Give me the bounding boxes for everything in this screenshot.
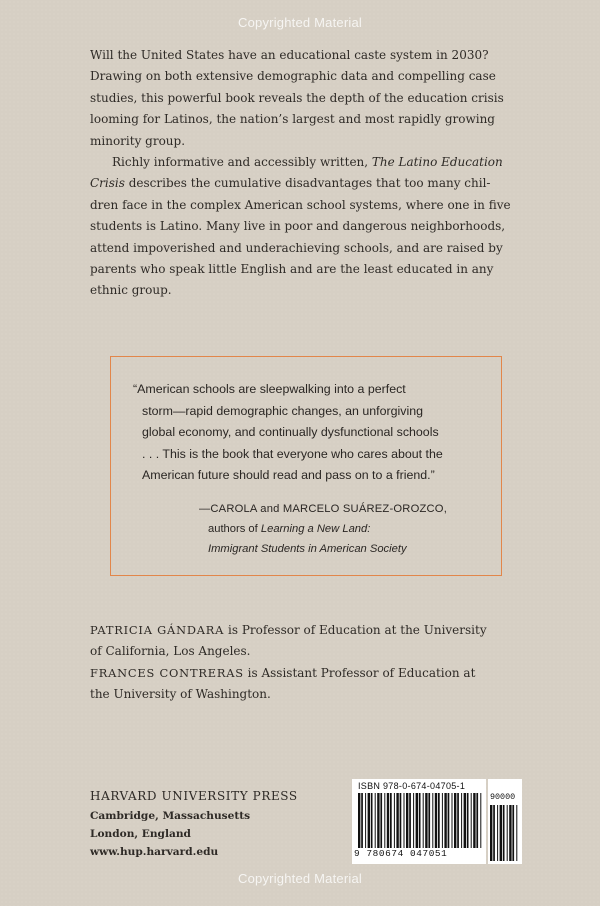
author-bio-text: of California, Los Angeles. (90, 644, 251, 659)
attribution-name: —CAROLA and MARCELO SUÁREZ-OROZCO, (199, 503, 448, 515)
quote-line: “American schools are sleepwalking into a perfect (133, 382, 406, 396)
barcode-bar (476, 793, 478, 848)
barcode-bar (444, 793, 446, 848)
book-title-italic: Crisis (90, 176, 125, 191)
desc-line: ethnic group. (90, 283, 172, 298)
desc-line: minority group. (90, 133, 186, 148)
barcode-bar (365, 793, 366, 848)
barcode-bar (448, 793, 450, 848)
attribution-line (199, 519, 499, 539)
barcode-bar (512, 805, 514, 861)
desc-line: looming for Latinos, the nation’s largest and most rapidly growing (90, 112, 495, 127)
barcode-bar (371, 793, 373, 848)
desc-line: Drawing on both extensive demographic data and compelling case (90, 69, 496, 84)
book-title-italic: The Latino Education (371, 155, 503, 170)
author-bio-2 (90, 663, 530, 706)
attribution-line (199, 539, 499, 559)
barcode-bar (384, 793, 385, 848)
barcode-bar (467, 793, 469, 848)
barcode-bar (419, 793, 421, 848)
barcode-bar (361, 793, 363, 848)
author-bios (90, 620, 530, 706)
author-name: PATRICIA GÁNDARA (90, 623, 225, 637)
desc-line: Richly informative and accessibly written, (112, 155, 372, 170)
barcode-bar (461, 793, 462, 848)
barcode-bar (404, 793, 405, 848)
barcode-bar (457, 793, 459, 848)
desc-line: dren face in the complex American school systems, where one in five (90, 197, 511, 212)
endorsement-box (110, 356, 502, 576)
barcode-bar (377, 793, 379, 848)
barcode-bar (497, 805, 498, 861)
price-addon-barcode (488, 779, 522, 864)
quote-line: American future should read and pass on to a friend.” (142, 468, 435, 482)
quote-line: global economy, and continually dysfunctional schools (142, 425, 439, 439)
book-description (90, 45, 530, 302)
barcode-bar (480, 793, 481, 848)
publisher-info (90, 785, 350, 861)
barcode-bars (358, 793, 482, 848)
barcode-bar (473, 793, 475, 848)
barcode-bar (368, 793, 370, 848)
barcode-bar (409, 793, 411, 848)
author-bio-text: is Assistant Professor of Education at (243, 665, 476, 680)
barcode-bar (503, 805, 505, 861)
barcode-bar (387, 793, 389, 848)
watermark-top: Copyrighted Material (238, 15, 362, 30)
barcode-bar (464, 793, 466, 848)
barcode-bar (438, 793, 440, 848)
desc-line: describes the cumulative disadvantages that too many chil- (124, 176, 491, 191)
endorsement-attribution (199, 499, 499, 559)
desc-line: studies, this powerful book reveals the depth of the education crisis (90, 90, 504, 105)
description-paragraph-2 (90, 152, 530, 302)
isbn-barcode (352, 779, 486, 864)
endorsement-quote (133, 379, 493, 487)
barcode-bar (413, 793, 414, 848)
barcode-bar (500, 805, 502, 861)
barcode-bar (490, 805, 492, 861)
barcode-bar (516, 805, 517, 861)
barcode-digits: 9 780674 047051 (354, 848, 448, 859)
desc-line: parents who speak little English and are the least educated in any (90, 262, 494, 277)
quote-line: storm—rapid demographic changes, an unforgiving (142, 403, 424, 418)
barcode-bar (435, 793, 437, 848)
barcode-bar (390, 793, 392, 848)
barcode-bar (509, 805, 511, 861)
addon-digits: 90000 (490, 792, 516, 802)
publisher-city: London, England (90, 828, 191, 840)
attribution-book-title: Learning a New Land: (260, 523, 371, 535)
barcode-bar (396, 793, 398, 848)
barcode-bar (394, 793, 395, 848)
attribution-prefix: authors of (208, 523, 261, 535)
barcode-bar (375, 793, 376, 848)
description-paragraph-1 (90, 45, 530, 152)
barcode-bar (428, 793, 430, 848)
barcode-bar (425, 793, 427, 848)
barcode-bar (358, 793, 360, 848)
addon-bars (490, 805, 520, 861)
author-name: FRANCES CONTRERAS (90, 665, 244, 680)
barcode-bar (493, 805, 495, 861)
desc-line: students is Latino. Many live in poor and dangerous neighborhoods, (90, 219, 506, 234)
author-bio-text: the University of Washington. (90, 687, 271, 702)
barcode-bar (380, 793, 382, 848)
publisher-city: Cambridge, Massachusetts (90, 810, 251, 822)
barcode-bar (507, 805, 508, 861)
publisher-website: www.hup.harvard.edu (90, 846, 219, 858)
barcode-bar (416, 793, 418, 848)
barcode-bar (454, 793, 456, 848)
barcode-bar (452, 793, 453, 848)
barcode-bar (471, 793, 472, 848)
attribution-book-subtitle: Immigrant Students in American Society (208, 543, 407, 555)
author-bio-text: is Professor of Education at the University (224, 623, 487, 637)
isbn-label: ISBN 978-0-674-04705-1 (358, 781, 466, 791)
barcode-bar (423, 793, 424, 848)
barcode-bar (406, 793, 408, 848)
quote-line: . . . This is the book that everyone who cares about the (142, 446, 443, 461)
barcode-bar (400, 793, 402, 848)
barcode-bar (442, 793, 443, 848)
desc-line: attend impoverished and underachieving schools, and are raised by (90, 240, 503, 255)
publisher-name: HARVARD UNIVERSITY PRESS (90, 789, 298, 803)
author-bio-1 (90, 620, 530, 663)
watermark-bottom: Copyrighted Material (238, 871, 362, 886)
barcode-bar (432, 793, 433, 848)
desc-line: Will the United States have an educational caste system in 2030? (90, 48, 489, 62)
